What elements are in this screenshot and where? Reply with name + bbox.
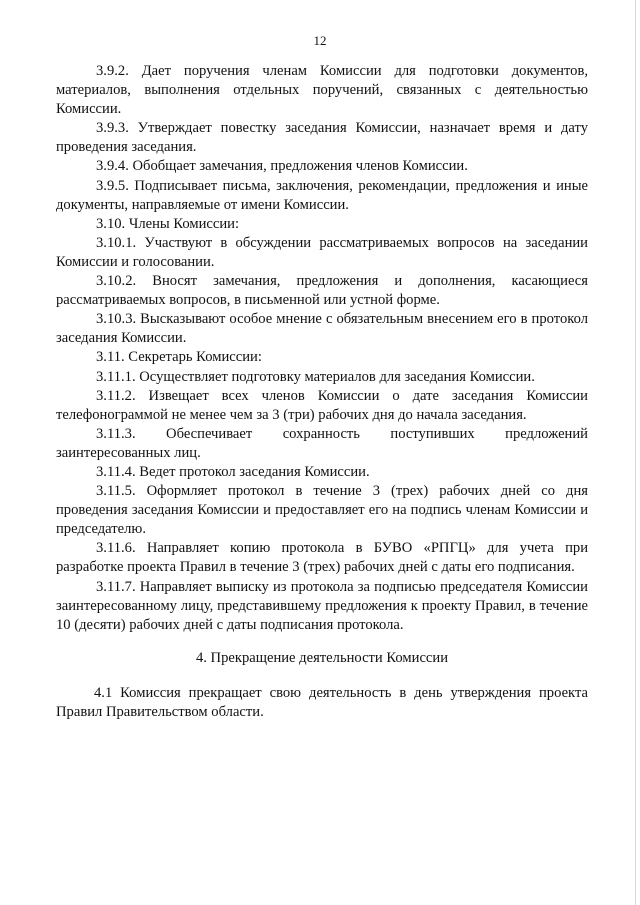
section-heading: 4. Прекращение деятельности Комиссии bbox=[195, 649, 449, 666]
paragraph-3-9-5: 3.9.5. Подписывает письма, заключения, рекомендации, предложения и иные документы, направляемые от имени Комиссии. bbox=[56, 177, 588, 213]
paragraph-3-9-3: 3.9.3. Утверждает повестку заседания Комиссии, назначает время и дату проведения заседания. bbox=[56, 120, 588, 156]
paragraph-3-11-6: 3.11.6. Направляет копию протокола в БУВО «РПГЦ» для учета при разработке проекта Правил в течение 3 (трех) рабочих дней с даты его подписания. bbox=[56, 540, 588, 576]
paragraph-3-11-3: 3.11.3. Обеспечивает сохранность поступивших предложений заинтересованных лиц. bbox=[56, 425, 588, 461]
paragraph-3-10-3: 3.10.3. Высказывают особое мнение с обязательным внесением его в протокол заседания Комиссии. bbox=[56, 311, 588, 347]
paragraph-3-11-5: 3.11.5. Оформляет протокол в течение 3 (трех) рабочих дней со дня проведения заседания Комиссии и предоставляет его на подпись членам Комиссии и председателю. bbox=[56, 483, 588, 538]
paragraph-3-11-2: 3.11.2. Извещает всех членов Комиссии о дате заседания Комиссии телефонограммой не менее чем за 3 (три) рабочих дня до начала заседания. bbox=[56, 387, 588, 423]
document-body bbox=[56, 62, 588, 722]
paragraph-4-1: 4.1 Комиссия прекращает свою деятельность в день утверждения проекта Правил Правительством области. bbox=[56, 684, 588, 720]
paragraph-3-11-1: 3.11.1. Осуществляет подготовку материалов для заседания Комиссии. bbox=[96, 368, 535, 385]
paragraph-3-9-4: 3.9.4. Обобщает замечания, предложения членов Комиссии. bbox=[96, 158, 468, 175]
paragraph-3-10-1: 3.10.1. Участвуют в обсуждении рассматриваемых вопросов на заседании Комиссии и голосовании. bbox=[56, 234, 588, 270]
paragraph-3-11: 3.11. Секретарь Комиссии: bbox=[96, 349, 262, 366]
paragraph-3-10: 3.10. Члены Комиссии: bbox=[96, 215, 240, 232]
paragraph-3-10-2: 3.10.2. Вносят замечания, предложения и дополнения, касающиеся рассматриваемых вопросов, в письменной или устной форме. bbox=[56, 273, 588, 309]
paragraph-3-11-4: 3.11.4. Ведет протокол заседания Комиссии. bbox=[96, 463, 370, 480]
paragraph-3-9-2: 3.9.2. Дает поручения членам Комиссии для подготовки документов, материалов, выполнения отдельных поручений, связанных с деятельностью Комиссии. bbox=[56, 63, 588, 118]
scan-edge-line bbox=[635, 0, 636, 905]
paragraph-3-11-7: 3.11.7. Направляет выписку из протокола за подписью председателя Комиссии заинтересованному лицу, представившему предложения к проекту Правил, в течение 10 (десяти) рабочих дней с даты подписания протокола. bbox=[56, 578, 588, 633]
page-number: 12 bbox=[313, 33, 327, 48]
